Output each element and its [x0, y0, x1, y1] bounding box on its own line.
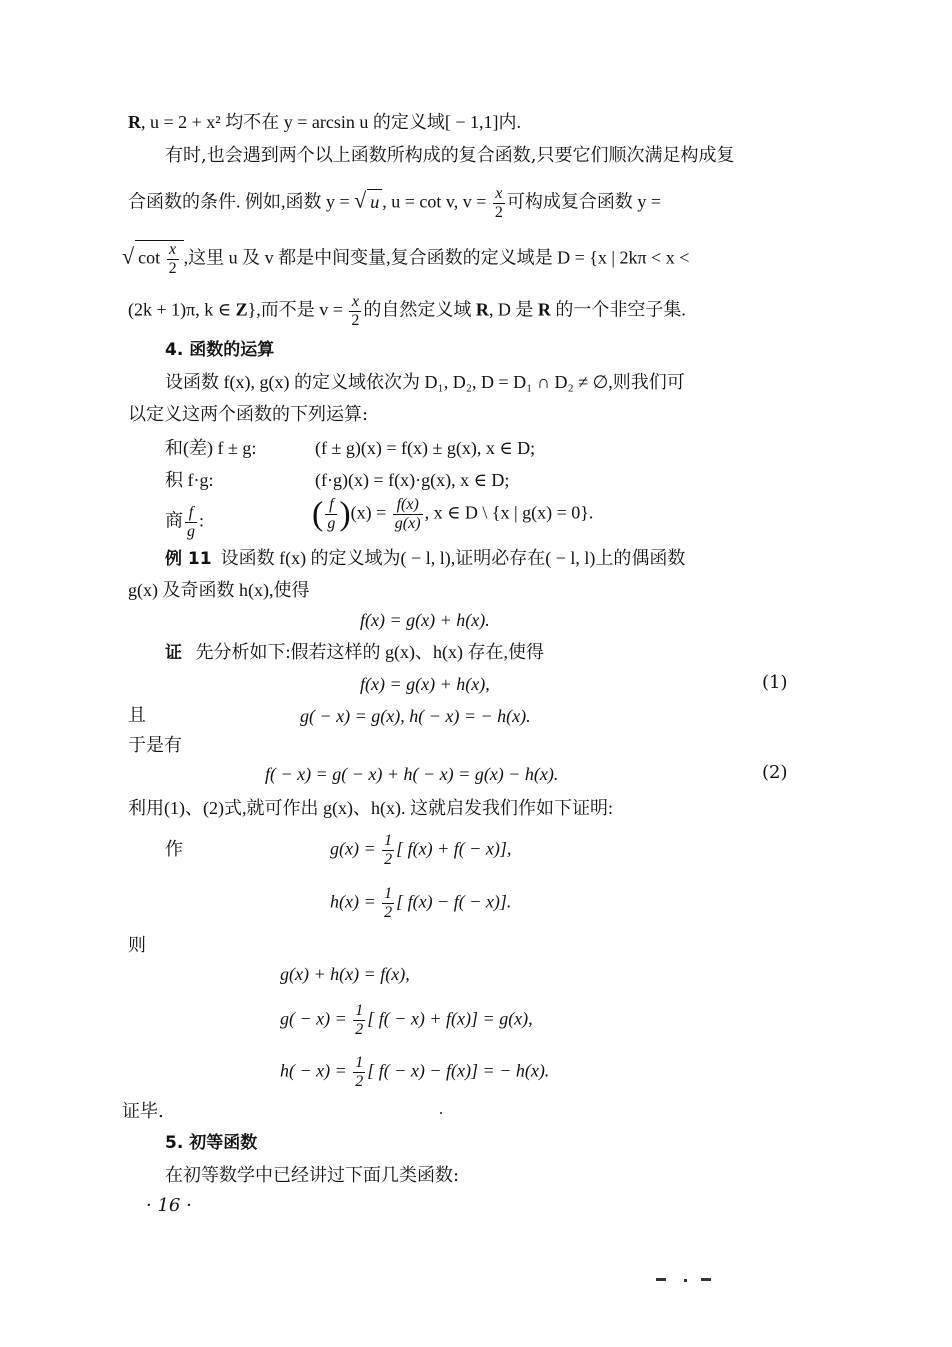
para2-l4a: (2k + 1)π, k ∈ — [128, 299, 236, 320]
fraction-x-over-2 — [493, 185, 505, 222]
frac-den: g — [187, 523, 195, 540]
proof-use-line: 利用(1)、(2)式,就可作出 g(x)、h(x). 这就启发我们作如下证明: — [128, 798, 613, 818]
frac-num: x — [349, 293, 361, 312]
c2a: g( − x) = — [280, 1008, 352, 1029]
fraction-f-over-g-b — [325, 496, 337, 533]
para2-l4c: 的自然定义域 — [363, 299, 476, 320]
frac-den: g — [327, 515, 336, 532]
cot-text: cot — [138, 247, 165, 268]
eq-number-1: (1) — [762, 672, 788, 693]
proof-and: 且 — [128, 705, 146, 726]
frac-num: 1 — [384, 885, 393, 902]
quot-colon: : — [199, 510, 205, 531]
check-line-1: g(x) + h(x) = f(x), — [280, 964, 410, 984]
example-11-line-1 — [165, 546, 685, 571]
bold-Z: Z — [235, 299, 248, 320]
example-11-line-2: g(x) 及奇函数 h(x),使得 — [128, 580, 310, 600]
fraction-half — [382, 832, 394, 869]
frac-den: 2 — [355, 1021, 364, 1038]
gdef-b: [ f(x) + f( − x)], — [396, 838, 512, 859]
frac-num: x — [493, 185, 505, 204]
g-definition — [330, 832, 511, 869]
scan-mark-2 — [684, 1279, 687, 1282]
op-quot-formula — [312, 496, 593, 533]
proof-thus: 于是有 — [128, 735, 182, 756]
scan-mark-3 — [701, 1278, 711, 1281]
sqrt-cot-arg — [135, 240, 184, 278]
frac-num: 1 — [384, 832, 393, 849]
example-11-label: 例 11 — [165, 549, 212, 569]
para4-line-1: 设函数 f(x), g(x) 的定义域依次为 D₁, D₂, D = D₁ ∩ D₂ ≠ ∅,则我们可 — [165, 372, 685, 392]
sqrt-arg: u — [367, 189, 382, 214]
section-5-heading: 5. 初等函数 — [165, 1133, 258, 1153]
para2-l2c: , u = cot v, v = — [382, 191, 491, 212]
proof-eq1: f(x) = g(x) + h(x), — [360, 674, 490, 694]
frac-den: g(x) — [394, 515, 421, 532]
frac-num: f — [185, 504, 197, 523]
para2-line-1: 有时,也会遇到两个以上函数所构成的复合函数,只要它们顺次满足构成复 — [165, 145, 735, 166]
fraction-f-over-g — [185, 504, 197, 541]
frac-num: f(x) — [393, 496, 423, 515]
para2-line-3 — [122, 240, 689, 278]
proof-line-1 — [165, 640, 544, 665]
proof-eq2: f( − x) = g( − x) + h( − x) = g(x) − h(x). — [265, 764, 559, 784]
right-paren: ) — [339, 495, 351, 533]
frac-num: x — [167, 241, 179, 260]
frac-num: f — [325, 496, 337, 515]
fraction-x-over-2-b — [167, 241, 179, 278]
fraction-half-d — [353, 1054, 365, 1091]
fraction-half-b — [382, 885, 394, 922]
frac-den: 2 — [384, 851, 393, 868]
fraction-x-over-2-c — [349, 293, 361, 330]
fraction-half-c — [353, 1002, 365, 1039]
para2-line-2 — [128, 185, 661, 222]
proof-end: 证毕. — [122, 1101, 164, 1122]
frac-den: 2 — [494, 204, 503, 221]
sqrt-sign-2: √ — [122, 243, 135, 269]
sqrt-sign: √ — [354, 187, 367, 213]
bold-R-2: R — [475, 299, 489, 320]
scan-speck — [440, 1112, 442, 1114]
h-definition — [330, 885, 511, 922]
scan-mark-1 — [656, 1278, 666, 1281]
op-sum-label: 和(差) f ± g: — [165, 438, 257, 458]
check-line-3 — [280, 1054, 549, 1091]
para4-line-2: 以定义这两个函数的下列运算: — [128, 404, 369, 425]
gdef-a: g(x) = — [330, 838, 381, 859]
c3a: h( − x) = — [280, 1060, 352, 1081]
eq-number-2: (2) — [762, 762, 788, 783]
example-11-equation: f(x) = g(x) + h(x). — [360, 610, 490, 630]
hdef-a: h(x) = — [330, 891, 381, 912]
quot-tail: , x ∈ D \ {x | g(x) = 0}. — [424, 502, 594, 523]
op-prod-formula: (f·g)(x) = f(x)·g(x), x ∈ D; — [315, 470, 510, 490]
frac-den: 2 — [351, 312, 360, 329]
hdef-b: [ f(x) − f( − x)]. — [396, 891, 512, 912]
section-5-line-1: 在初等数学中已经讲过下面几类函数: — [165, 1165, 460, 1186]
para2-l2a: 合函数的条件. 例如,函数 y = — [128, 191, 355, 212]
proof-l1: 先分析如下:假若这样的 g(x)、h(x) 存在,使得 — [195, 642, 544, 662]
frac-den: 2 — [384, 904, 393, 921]
proof-parity-eq: g( − x) = g(x), h( − x) = − h(x). — [300, 706, 531, 726]
left-paren: ( — [312, 495, 324, 533]
proof-make: 作 — [165, 839, 183, 860]
op-prod-label: 积 f·g: — [165, 470, 214, 490]
text-line-1 — [128, 110, 521, 134]
frac-num: 1 — [355, 1002, 364, 1019]
c3b: [ f( − x) − f(x)] = − h(x). — [367, 1060, 550, 1081]
para2-l2d: 可构成复合函数 y = — [506, 191, 662, 212]
proof-then: 则 — [128, 935, 146, 956]
page-number: · 16 · — [146, 1195, 192, 1216]
check-line-2 — [280, 1002, 533, 1039]
bold-R: R — [128, 112, 141, 132]
fraction-fx-over-gx — [393, 496, 423, 533]
frac-den: 2 — [168, 260, 177, 277]
example-11-l1: 设函数 f(x) 的定义域为( − l, l),证明必存在( − l, l)上的偶函数 — [220, 548, 686, 568]
para2-line-4 — [128, 293, 686, 330]
line-1-text: , u = 2 + x² 均不在 y = arcsin u 的定义域[ − 1,1]内. — [141, 112, 521, 132]
para2-l4e: 的一个非空子集. — [550, 299, 686, 320]
bold-R-3: R — [537, 299, 551, 320]
para2-l4d: , D 是 — [488, 299, 538, 320]
frac-den: 2 — [355, 1073, 364, 1090]
section-4-heading: 4. 函数的运算 — [165, 340, 275, 360]
quot-rest: (x) = — [350, 502, 391, 523]
quot-label-text: 商 — [165, 510, 183, 531]
c2b: [ f( − x) + f(x)] = g(x), — [367, 1008, 533, 1029]
op-sum-formula: (f ± g)(x) = f(x) ± g(x), x ∈ D; — [315, 438, 536, 458]
proof-label: 证 — [165, 643, 182, 663]
frac-num: 1 — [355, 1054, 364, 1071]
para2-l3b: ,这里 u 及 v 都是中间变量,复合函数的定义域是 D = {x | 2kπ < x < — [183, 247, 690, 268]
op-quot-label — [165, 504, 204, 541]
para2-l4b: },而不是 v = — [247, 299, 348, 320]
